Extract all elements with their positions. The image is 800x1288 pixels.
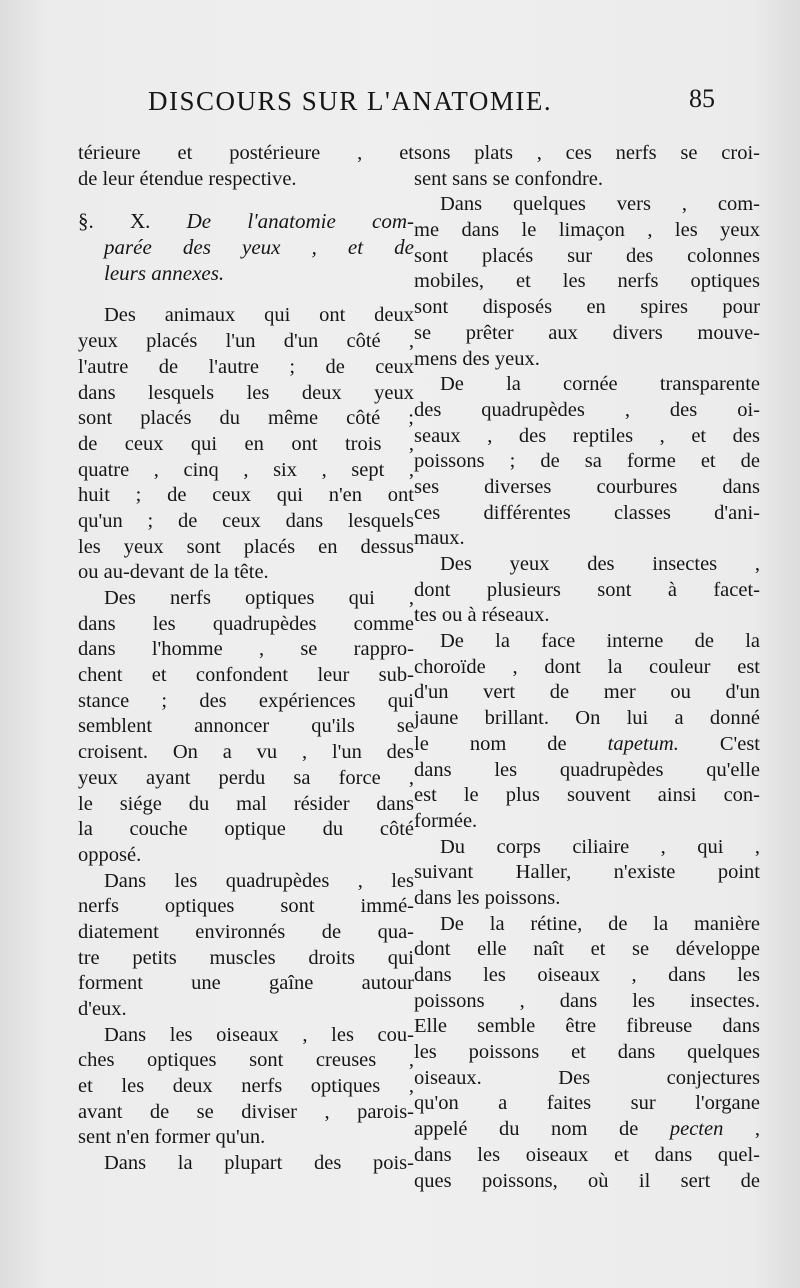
- text-line: me dans le limaçon , les yeux: [414, 219, 760, 242]
- section-title: parée des yeux , et de: [104, 235, 414, 260]
- italic-term: pecten: [669, 1118, 724, 1141]
- text-line: Dans les oiseaux , les cou-: [104, 1023, 414, 1046]
- section-title: De l'anatomie com-: [186, 209, 414, 234]
- page-number: 85: [689, 84, 715, 113]
- text-line: huit ; de ceux qui n'en ont: [78, 484, 414, 507]
- text-line: dans les oiseaux , dans les: [414, 964, 760, 986]
- text-line: tre petits muscles droits qui: [78, 946, 414, 969]
- text-line: ques poissons, où il sert de: [414, 1169, 760, 1192]
- text-line: sont placés sur des colonnes: [414, 244, 760, 267]
- text-run: C'est: [678, 732, 761, 755]
- spacer: [78, 286, 414, 303]
- text-line: ces différentes classes d'ani-: [414, 501, 760, 524]
- text-line: mens des yeux.: [414, 347, 540, 370]
- text-line: sent n'en former qu'un.: [78, 1126, 266, 1149]
- text-line: d'eux.: [78, 998, 127, 1020]
- text-line: Des nerfs optiques qui ,: [104, 587, 414, 609]
- text-line: dans lesquels les deux yeux: [78, 381, 414, 404]
- text-line: dans l'homme , se rappro-: [78, 638, 414, 661]
- text-line: qu'un ; de ceux dans lesquels: [78, 509, 414, 532]
- text-line: le siége du mal résider dans: [78, 792, 414, 815]
- text-line: Des yeux des insectes ,: [440, 553, 760, 575]
- section-heading: [78, 209, 414, 235]
- text-line: ses diverses courbures dans: [414, 475, 760, 498]
- text-line: croisent. On a vu , l'un des: [78, 741, 414, 764]
- text-line: dans les quadrupèdes qu'elle: [414, 758, 760, 781]
- text-line: Dans la plupart des pois-: [104, 1152, 414, 1175]
- text-line: De la cornée transparente: [440, 373, 760, 396]
- text-line: De la rétine, de la manière: [440, 912, 760, 935]
- text-line: jaune brillant. On lui a donné: [414, 707, 760, 730]
- text-line: mobiles, et les nerfs optiques: [414, 270, 760, 293]
- text-line: Dans les quadrupèdes , les: [104, 869, 414, 892]
- text-line: la couche optique du côté: [78, 818, 414, 841]
- text-line: tes ou à réseaux.: [414, 604, 550, 627]
- text-run: ,: [723, 1118, 760, 1141]
- text-line: suivant Haller, n'existe point: [414, 861, 760, 884]
- text-line: sent sans se confondre.: [414, 167, 604, 190]
- text-line: dont plusieurs sont à facet-: [414, 578, 760, 601]
- text-line: choroïde , dont la couleur est: [414, 655, 760, 678]
- text-line: sont placés du même côté ;: [78, 407, 414, 430]
- text-line: quatre , cinq , six , sept ,: [78, 458, 414, 481]
- text-line: oiseaux. Des conjectures: [414, 1066, 760, 1089]
- text-line: d'un vert de mer ou d'un: [414, 681, 760, 704]
- text-run: le nom de: [414, 732, 608, 755]
- text-line: et les deux nerfs optiques ,: [78, 1075, 414, 1098]
- text-line: Des animaux qui ont deux: [104, 304, 414, 327]
- text-line: Elle semble être fibreuse dans: [414, 1015, 760, 1038]
- text-line: poissons , dans les insectes.: [414, 989, 760, 1012]
- text-line: dans les quadrupèdes comme: [78, 612, 414, 635]
- text-line: formée.: [414, 809, 478, 832]
- text-line: yeux ayant perdu sa force ,: [78, 766, 414, 789]
- text-line: des quadrupèdes , des oi-: [414, 398, 760, 421]
- text-line: maux.: [414, 527, 465, 550]
- text-line: dans les poissons.: [414, 886, 561, 909]
- text-line: l'autre de l'autre ; de ceux: [78, 355, 414, 378]
- left-column: [78, 141, 414, 1177]
- text-line: ou au-devant de la tête.: [78, 561, 269, 584]
- text-line: avant de se diviser , parois-: [78, 1100, 414, 1123]
- text-line: qu'on a faites sur l'organe: [414, 1092, 760, 1115]
- page-header: [148, 86, 748, 130]
- text-line: opposé.: [78, 843, 142, 866]
- text-line: ches optiques sont creuses ,: [78, 1049, 414, 1072]
- text-line: Dans quelques vers , com-: [440, 193, 760, 216]
- text-line: diatement environnés de qua-: [78, 920, 414, 943]
- right-column: [414, 141, 760, 1194]
- text-line: de ceux qui en ont trois ,: [78, 432, 414, 455]
- text-line: dans les oiseaux et dans quel-: [414, 1143, 760, 1166]
- text-line: est le plus souvent ainsi con-: [414, 784, 760, 807]
- text-line: chent et confondent leur sub-: [78, 664, 414, 687]
- text-line: [414, 1117, 760, 1143]
- text-line: yeux placés l'un d'un côté ,: [78, 330, 414, 353]
- text-line: De la face interne de la: [440, 630, 760, 653]
- text-line: sont disposés en spires pour: [414, 296, 760, 319]
- text-line: forment une gaîne autour: [78, 972, 414, 995]
- text-line: Du corps ciliaire , qui ,: [440, 835, 760, 858]
- text-line: de leur étendue respective.: [78, 167, 297, 190]
- running-title: DISCOURS SUR L'ANATOMIE.: [148, 86, 553, 116]
- text-line: [414, 732, 760, 758]
- text-line: térieure et postérieure , et: [78, 142, 414, 164]
- text-line: les poissons et dans quelques: [414, 1041, 760, 1064]
- text-line: dont elle naît et se développe: [414, 938, 760, 961]
- text-line: sons plats , ces nerfs se croi-: [414, 142, 760, 164]
- text-line: nerfs optiques sont immé-: [78, 895, 414, 918]
- text-line: stance ; des expériences qui: [78, 689, 414, 712]
- text-line: les yeux sont placés en dessus: [78, 535, 414, 558]
- text-line: semblent annoncer qu'ils se: [78, 715, 414, 738]
- italic-term: tapetum.: [607, 732, 679, 755]
- text-line: seaux , des reptiles , et des: [414, 424, 760, 447]
- text-line: se prêter aux divers mouve-: [414, 321, 760, 344]
- section-title: leurs annexes.: [104, 260, 225, 285]
- section-mark: §. X.: [78, 209, 151, 234]
- text-line: poissons ; de sa forme et de: [414, 450, 760, 473]
- spacer: [78, 192, 414, 209]
- text-run: appelé du nom de: [414, 1118, 670, 1141]
